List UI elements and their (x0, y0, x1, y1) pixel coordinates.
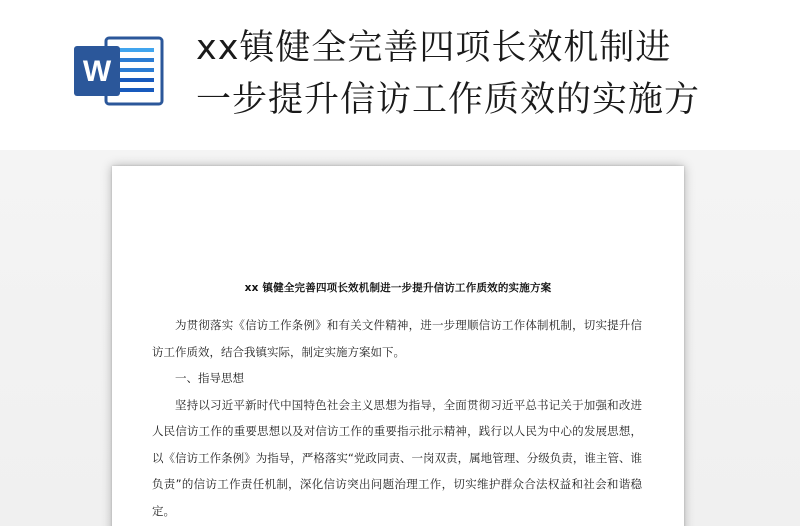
microsoft-word-icon (72, 32, 164, 110)
header-title-line-1: xx镇健全完善四项长效机制进 (196, 28, 672, 68)
header-banner (0, 0, 800, 150)
header-title-line-2: 一步提升信访工作质效的实施方 (196, 80, 701, 120)
document-page (112, 166, 684, 526)
document-body (152, 312, 642, 524)
section-heading-guiding-ideology: 一、指导思想 (175, 371, 244, 385)
word-icon-letter: W (82, 55, 112, 88)
header-title (196, 22, 786, 126)
paragraph-guiding-ideology: 坚持以习近平新时代中国特色社会主义思想为指导，全面贯彻习近平总书记关于加强和改进人民信访工作的重要思想以及对信访工作的重要指示批示精神，践行以人民为中心的发展思想，以《信访工作条例》为指导，严格落实“党政同责、一岗双责，属地管理、分级负责，谁主管、谁负责”的信访工作责任机制，深化信访突出问题治理工作，切实维护群众合法权益和社会和谐稳定。 (152, 397, 642, 518)
paragraph-intro: 为贯彻落实《信访工作条例》和有关文件精神，进一步理顺信访工作体制机制，切实提升信访工作质效，结合我镇实际，制定实施方案如下。 (152, 318, 642, 359)
document-title: xx 镇健全完善四项长效机制进一步提升信访工作质效的实施方案 (244, 282, 552, 294)
